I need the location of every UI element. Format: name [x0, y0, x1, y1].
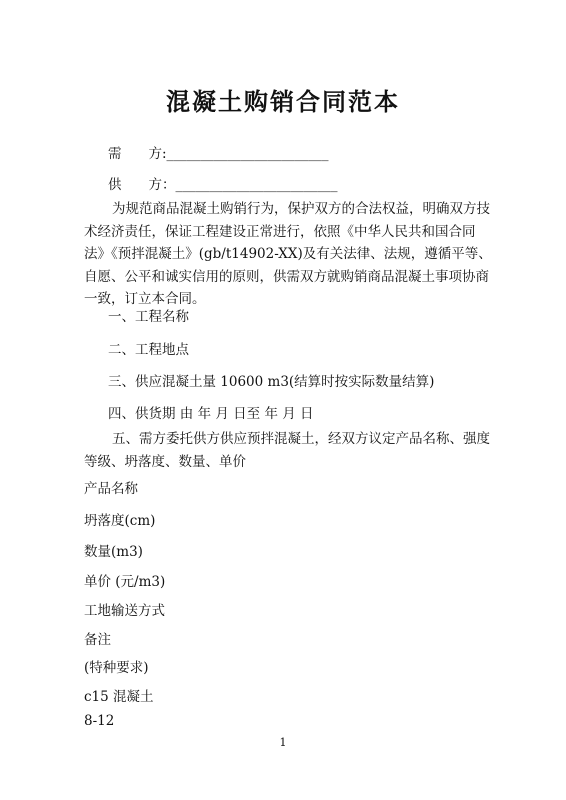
field-concrete-grade: c15 混凝土: [84, 689, 154, 705]
page-number: 1: [279, 736, 287, 749]
field-delivery-method: 工地输送方式: [84, 603, 165, 619]
clause-project-name: 一、工程名称: [108, 309, 189, 325]
buyer-line: 需 方:________________________: [108, 146, 329, 162]
clause-commission: 五、需方委托供方供应预拌混凝土，经双方议定产品名称、强度等级、坍落度、数量、单价: [84, 431, 490, 470]
clause-concrete-quantity: 三、供应混凝土量 10600 m3(结算时按实际数量结算): [108, 374, 435, 390]
field-quantity: 数量(m3): [84, 544, 143, 560]
supplier-line: 供 方：________________________: [108, 177, 338, 193]
field-slump: 坍落度(cm): [84, 513, 156, 529]
intro-paragraph: 为规范商品混凝土购销行为，保护双方的合法权益，明确双方技术经济责任，保证工程建设正常进行，依照《中华人民共和国合同法》《预拌混凝土》(gb/t14902-XX)及有关法律、法规，遵循平等、自愿、公平和诚实信用的原则，供需双方就购销商品混凝土事项协商一致，订立本合同。: [84, 201, 492, 307]
clause-project-location: 二、工程地点: [108, 342, 189, 358]
document-title: 混凝土购销合同范本: [166, 87, 400, 116]
field-unit-price: 单价 (元/m3): [84, 574, 166, 590]
field-product-name: 产品名称: [84, 481, 138, 497]
field-special-requirements: (特种要求): [84, 660, 149, 676]
field-slump-value: 8-12: [84, 713, 115, 729]
field-remarks: 备注: [84, 632, 111, 648]
clause-supply-period: 四、供货期 由 年 月 日至 年 月 日: [108, 406, 314, 422]
